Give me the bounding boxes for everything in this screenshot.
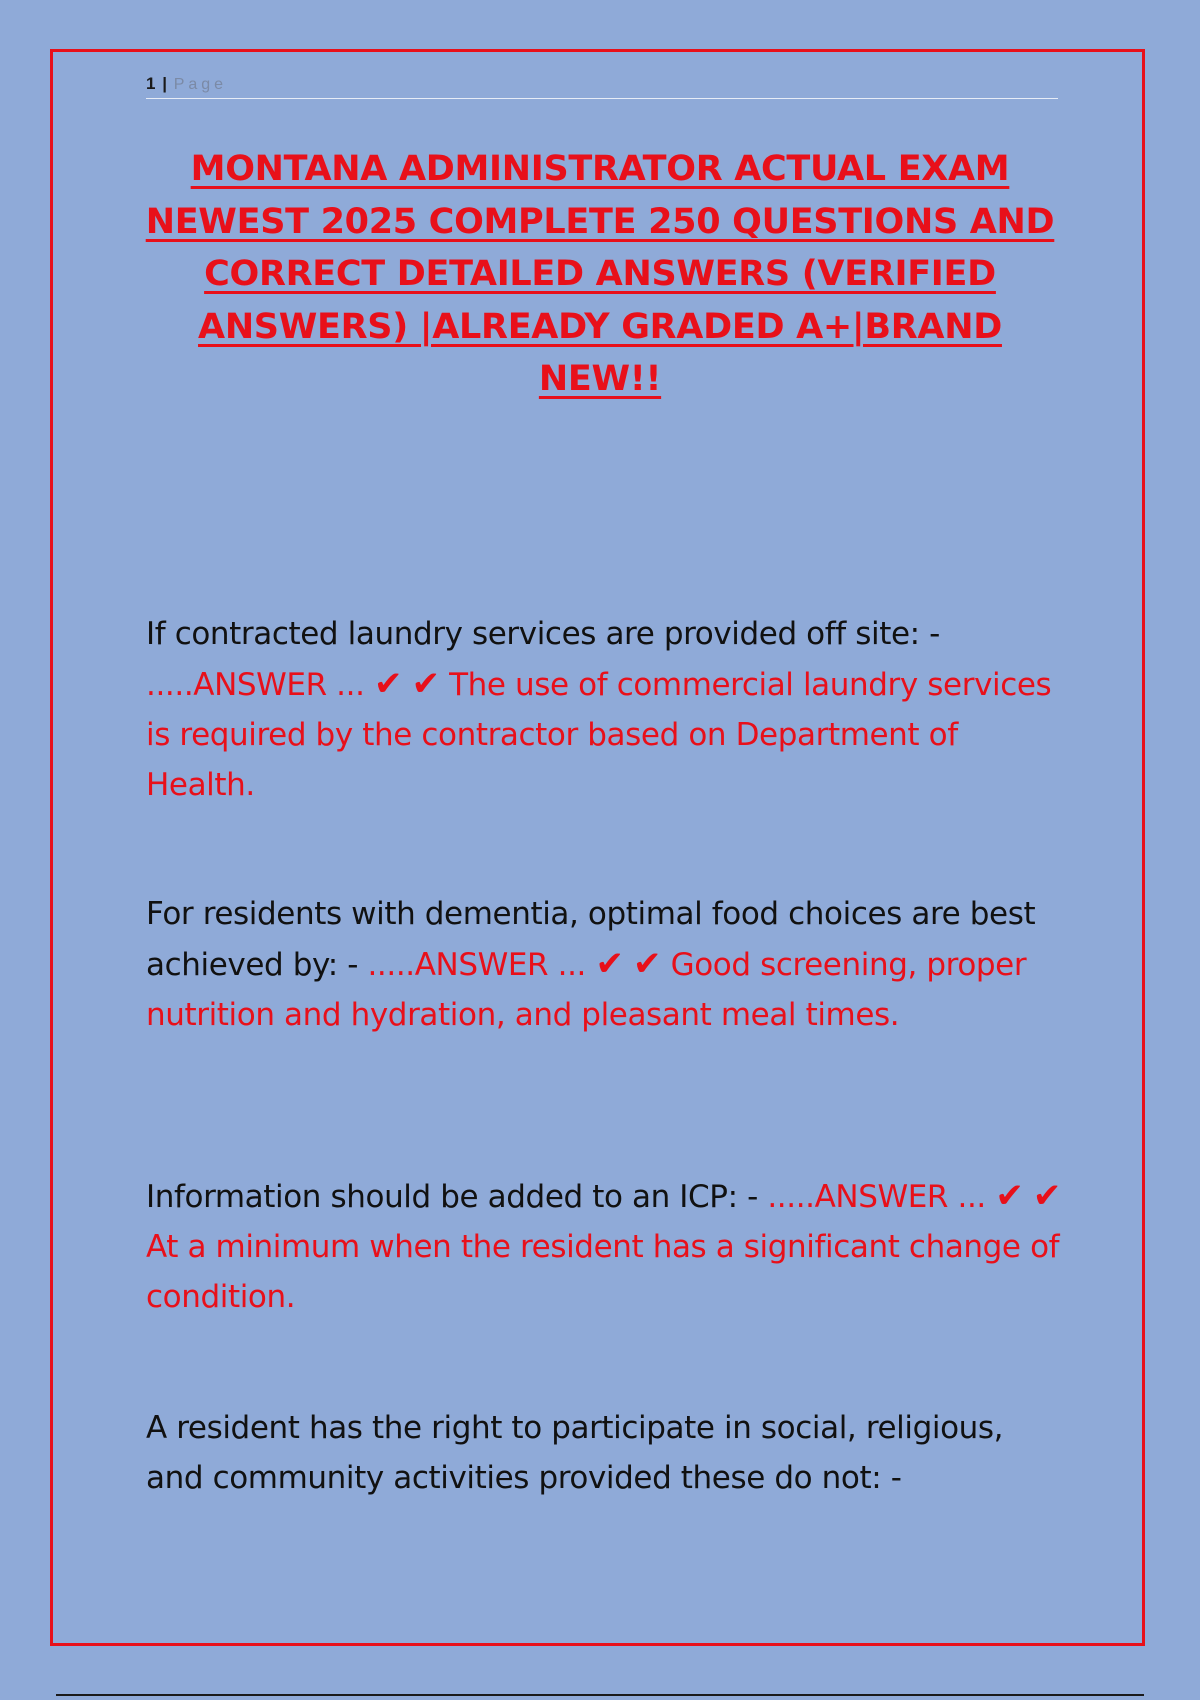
question-text: Information should be added to an ICP: - xyxy=(146,1179,758,1215)
answer-text: At a minimum when the resident has a significant change of condition. xyxy=(146,1229,1060,1315)
answer-prefix: .....ANSWER ... xyxy=(767,1179,986,1215)
checkmark-icon: ✔ xyxy=(374,664,403,704)
checkmark-icon: ✔ xyxy=(411,664,440,704)
qa-item-1 xyxy=(146,609,1066,810)
page-number: 1 xyxy=(146,74,156,93)
question-text: For residents with dementia, optimal food choices are best achieved by: - xyxy=(146,896,1036,983)
qa-item-2 xyxy=(146,889,1066,1040)
page-label: Page xyxy=(173,76,228,93)
qa-item-3 xyxy=(146,1171,1066,1322)
answer-text: The use of commercial laundry services is required by the contractor based on Department of Health. xyxy=(146,667,1052,803)
answer-prefix: .....ANSWER ... xyxy=(367,947,586,983)
page-header xyxy=(146,70,1058,99)
answer-text: Good screening, proper nutrition and hydration, and pleasant meal times. xyxy=(146,947,1027,1033)
checkmark-icon: ✔ xyxy=(595,944,624,984)
checkmark-icon: ✔ xyxy=(633,944,662,984)
document-title: MONTANA ADMINISTRATOR ACTUAL EXAM NEWEST 2025 COMPLETE 250 QUESTIONS AND CORRECT DETAILED ANSWERS (VERIFIED ANSWERS) |ALREADY GRADED A+|BRAND NEW!! xyxy=(145,149,1055,399)
question-text: A resident has the right to participate in social, religious, and community activities provided these do not: - xyxy=(146,1410,1004,1496)
answer-prefix: .....ANSWER ... xyxy=(146,667,365,703)
qa-item-4 xyxy=(146,1403,1066,1503)
checkmark-icon: ✔ xyxy=(995,1176,1024,1216)
footer-divider xyxy=(56,1694,1144,1696)
page-separator: | xyxy=(162,74,167,93)
question-text: If contracted laundry services are provided off site: - xyxy=(146,616,940,652)
checkmark-icon: ✔ xyxy=(1032,1176,1061,1216)
